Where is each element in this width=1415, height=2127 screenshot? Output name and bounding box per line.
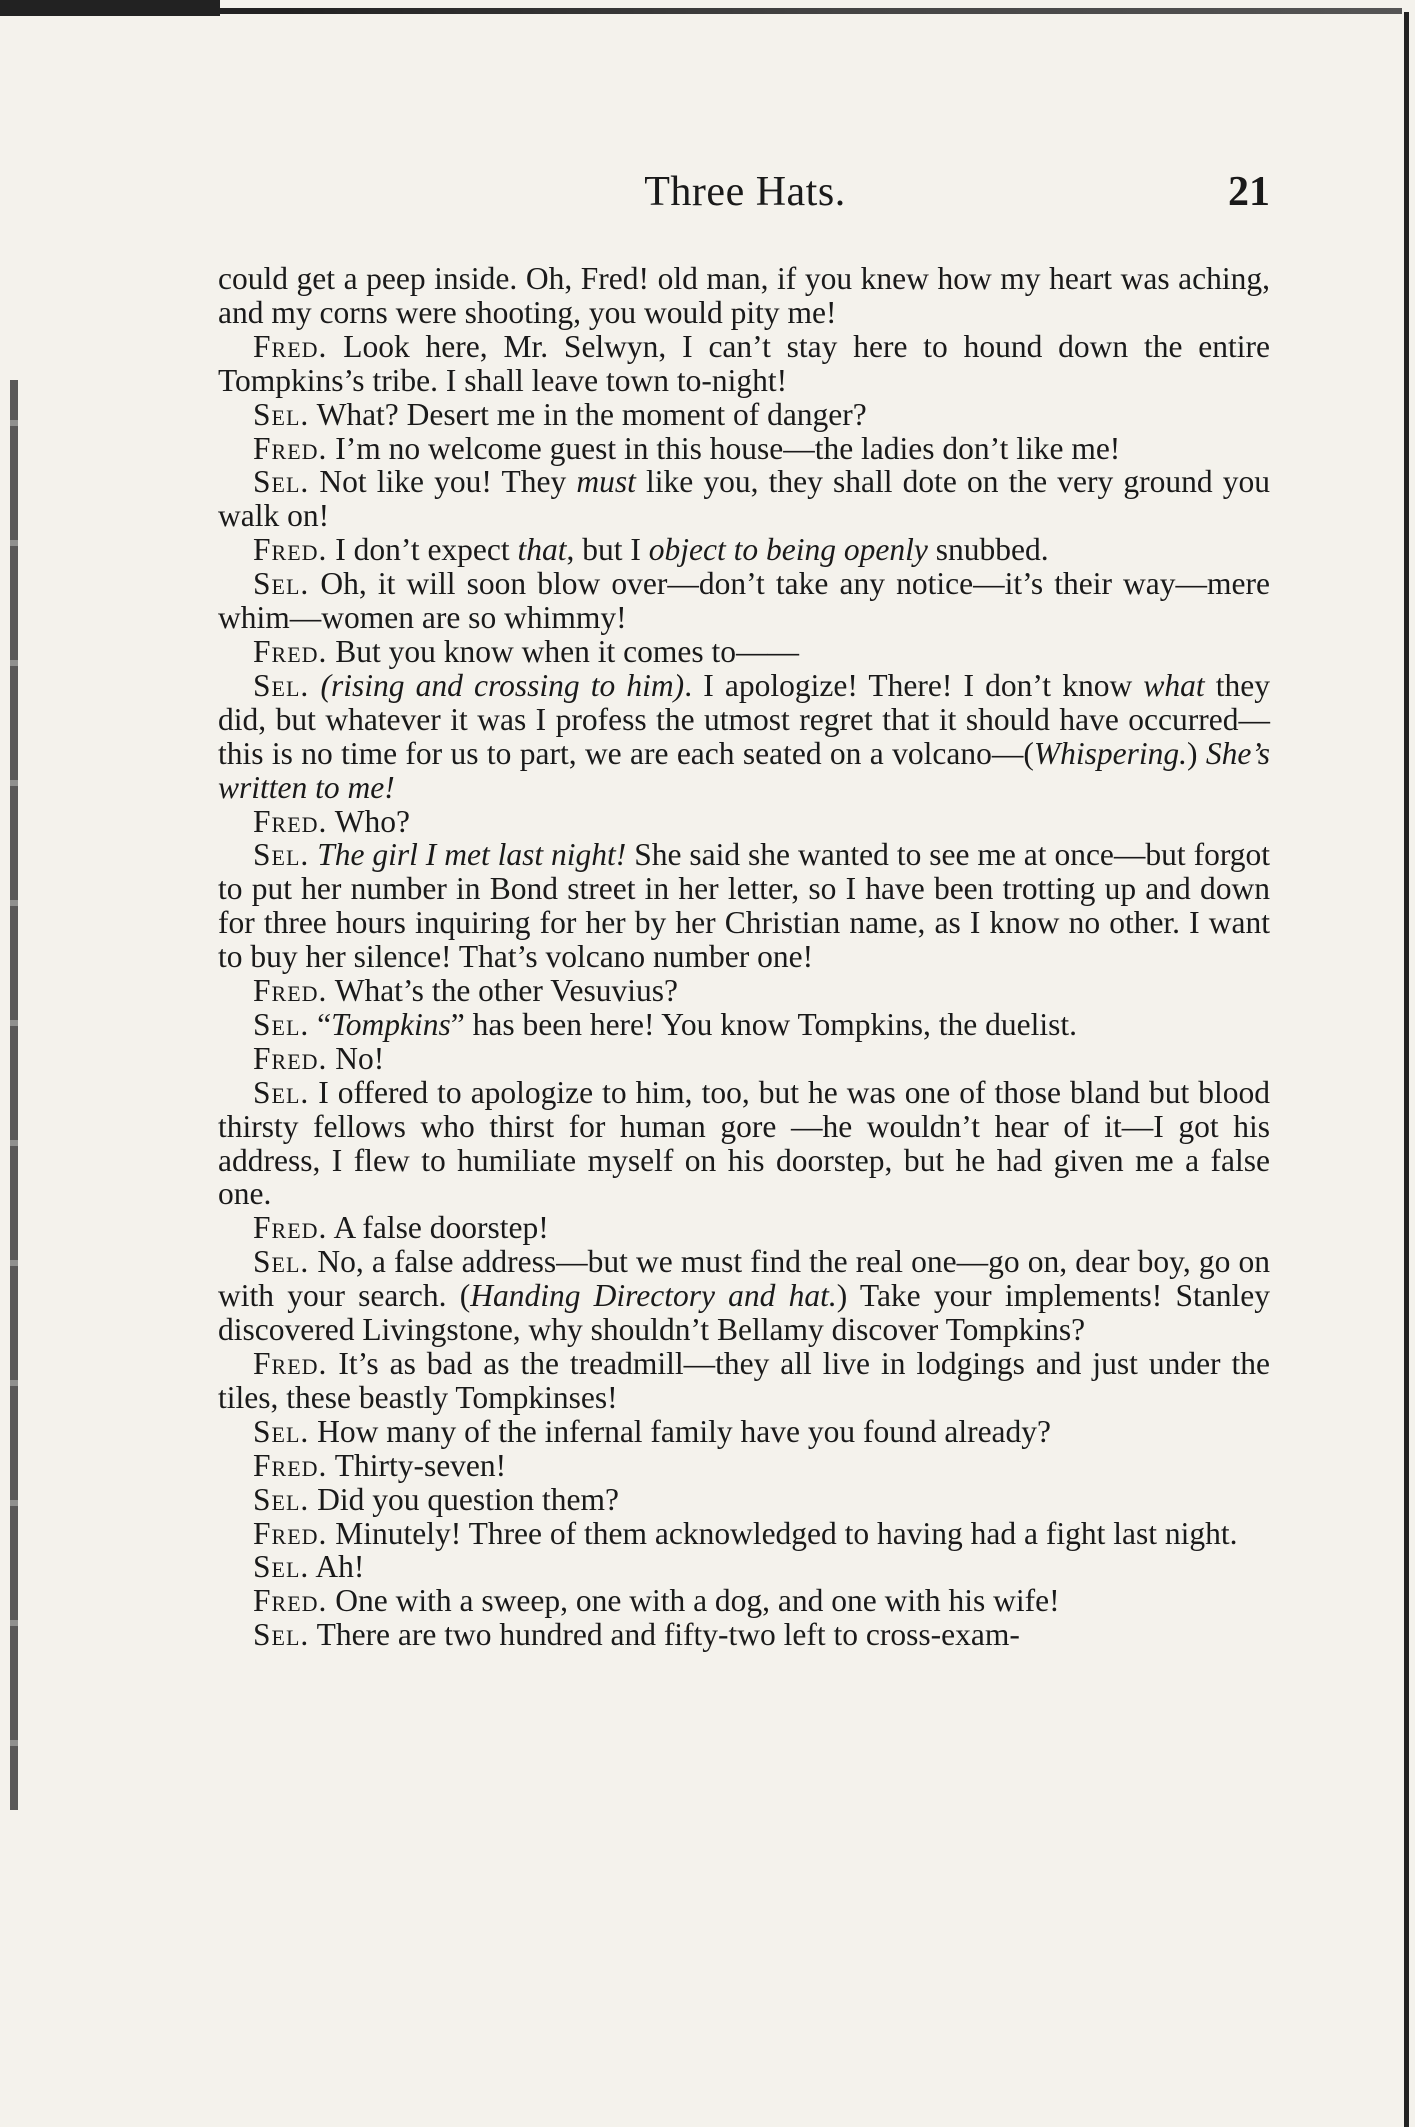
speech-text: like you, they shall dote on the very ground you walk on! <box>218 464 1271 534</box>
speaker-name: Sel. <box>253 464 310 500</box>
speech-paragraph <box>218 1347 1270 1415</box>
italic-text: that <box>517 532 567 568</box>
speaker-name: Fred. <box>253 1447 328 1483</box>
speech-paragraph <box>218 533 1270 567</box>
speech-text: Did you question them? <box>317 1481 619 1517</box>
italic-text: must <box>576 464 636 500</box>
speech-paragraph <box>218 1211 1270 1245</box>
speech-text: No! <box>335 1040 385 1076</box>
speech-text: Who? <box>334 803 410 839</box>
speech-text: ) <box>1186 735 1206 771</box>
speaker-name: Fred. <box>253 328 328 364</box>
running-title: Three Hats. <box>644 169 846 215</box>
speech-paragraph <box>218 838 1270 974</box>
speech-text: A false doorstep! <box>333 1210 549 1246</box>
page-number: 21 <box>1228 169 1270 215</box>
speaker-name: Fred. <box>253 532 328 568</box>
speaker-name: Sel. <box>253 1006 310 1042</box>
speech-text: What? Desert me in the moment of danger? <box>316 396 867 432</box>
speech-paragraph <box>218 805 1270 839</box>
speaker-name: Fred. <box>253 1040 328 1076</box>
speech-text: She said she wanted to see me at once—but forgot to put her number in Bond street in her letter, so I have been trotting up and down for three hours inquiring for her by her Christian name, as I know no other. I want to buy her silence! That’s volcano number one! <box>218 837 1270 975</box>
speech-text: Not like you! They <box>319 464 577 500</box>
speaker-name: Sel. <box>253 837 310 873</box>
speaker-name: Sel. <box>253 1617 310 1653</box>
binding-shadow <box>10 380 18 1810</box>
speech-text: , but I <box>566 532 649 568</box>
italic-text: (rising and crossing to him) <box>320 667 685 703</box>
speech-text: could get a peep inside. Oh, Fred! old man, if you knew how my heart was aching, and my corns were shooting, you would pity me! <box>218 261 1270 330</box>
speaker-name: Fred. <box>253 803 328 839</box>
speech-text: No, a false address—but we must find the real one—go on, dear boy, go on with your search. ( <box>218 1244 1270 1314</box>
speech-paragraph <box>218 432 1270 466</box>
speech-paragraph <box>218 330 1270 398</box>
speech-paragraph <box>218 1618 1270 1652</box>
speaker-name: Sel. <box>253 667 310 703</box>
speech-text: Oh, it will soon blow over—don’t take any notice—it’s their way—mere whim—women are so whimmy! <box>218 566 1270 636</box>
top-border-rule <box>0 8 1402 14</box>
speaker-name: Fred. <box>253 633 328 669</box>
speech-paragraph <box>218 1449 1270 1483</box>
italic-text: Tompkins <box>331 1006 451 1042</box>
speech-text: What’s the other Vesuvius? <box>334 973 678 1009</box>
speech-paragraph <box>218 398 1270 432</box>
speech-text: I don’t expect <box>335 532 518 568</box>
speech-paragraph <box>218 669 1270 805</box>
speech-paragraph <box>218 465 1270 533</box>
speech-text: How many of the infernal family have you found already? <box>317 1413 1052 1449</box>
speech-paragraph <box>218 974 1270 1008</box>
continued-paragraph <box>218 262 1270 330</box>
speaker-name: Sel. <box>253 1244 310 1280</box>
right-border-rule <box>1404 12 1409 2127</box>
speech-paragraph <box>218 1042 1270 1076</box>
speech-paragraph <box>218 1415 1270 1449</box>
speech-paragraph <box>218 1550 1270 1584</box>
speech-paragraph <box>218 1483 1270 1517</box>
speech-paragraph <box>218 1076 1270 1212</box>
italic-text: what <box>1143 667 1205 703</box>
speech-paragraph <box>218 567 1270 635</box>
page-header <box>220 168 1270 228</box>
speaker-name: Fred. <box>253 1515 328 1551</box>
speech-text: Ah! <box>315 1549 365 1585</box>
speech-text: I offered to apologize to him, too, but he was one of those bland but blood thirsty fellows who thirst for human gore —he wouldn’t hear of it—I got his address, I flew to humiliate myself on his doorstep, but he had given me a false one. <box>218 1074 1270 1212</box>
dialogue-body <box>218 262 1270 1652</box>
speech-text: Thirty-seven! <box>334 1447 507 1483</box>
speech-paragraph <box>218 1584 1270 1618</box>
italic-text: She’s written to me! <box>218 735 1270 805</box>
speaker-name: Sel. <box>253 1481 310 1517</box>
speech-paragraph <box>218 1517 1270 1551</box>
speech-text: Look here, Mr. Selwyn, I can’t stay here to hound down the entire Tompkins’s tribe. I shall leave town to-night! <box>218 328 1270 398</box>
italic-text: Handing Directory and hat. <box>470 1278 837 1314</box>
speech-text: There are two hundred and fifty-two left to cross-exam- <box>316 1617 1020 1653</box>
speech-paragraph <box>218 1008 1270 1042</box>
speaker-name: Fred. <box>253 1583 328 1619</box>
speech-text: One with a sweep, one with a dog, and one with his wife! <box>335 1583 1060 1619</box>
speaker-name: Sel. <box>253 1413 310 1449</box>
italic-text: The girl I met last night! <box>317 837 627 873</box>
speech-paragraph <box>218 635 1270 669</box>
speech-text: It’s as bad as the treadmill—they all live in lodgings and just under the tiles, these beastly Tompkinses! <box>218 1346 1270 1415</box>
speech-text: I’m no welcome guest in this house—the ladies don’t like me! <box>335 430 1121 466</box>
speech-paragraph <box>218 1245 1270 1347</box>
speaker-name: Fred. <box>253 1346 328 1381</box>
speaker-name: Sel. <box>253 1549 310 1585</box>
italic-text: object to being openly <box>648 532 928 568</box>
speech-text: But you know when it comes to—— <box>335 633 799 669</box>
speech-text: snubbed. <box>927 532 1049 568</box>
speech-text: ” has been here! You know Tompkins, the duelist. <box>450 1006 1078 1042</box>
speech-text: ) Take your implements! Stanley discovered Livingstone, why shouldn’t Bellamy discover Tompkins? <box>218 1278 1270 1348</box>
speech-text: . I apologize! There! I don’t know <box>684 667 1144 703</box>
speaker-name: Sel. <box>253 566 310 602</box>
speaker-name: Fred. <box>253 973 328 1009</box>
italic-text: Whispering. <box>1033 735 1187 771</box>
speech-text: Minutely! Three of them acknowledged to having had a fight last night. <box>335 1515 1238 1551</box>
speaker-name: Fred. <box>253 1210 328 1246</box>
speech-text: “ <box>317 1006 332 1042</box>
speaker-name: Sel. <box>253 396 310 432</box>
speech-text: they did, but whatever it was I profess the utmost regret that it should have occurred—this is no time for us to part, we are each seated on a volcano—( <box>218 667 1271 771</box>
speaker-name: Fred. <box>253 430 328 466</box>
speaker-name: Sel. <box>253 1074 310 1110</box>
